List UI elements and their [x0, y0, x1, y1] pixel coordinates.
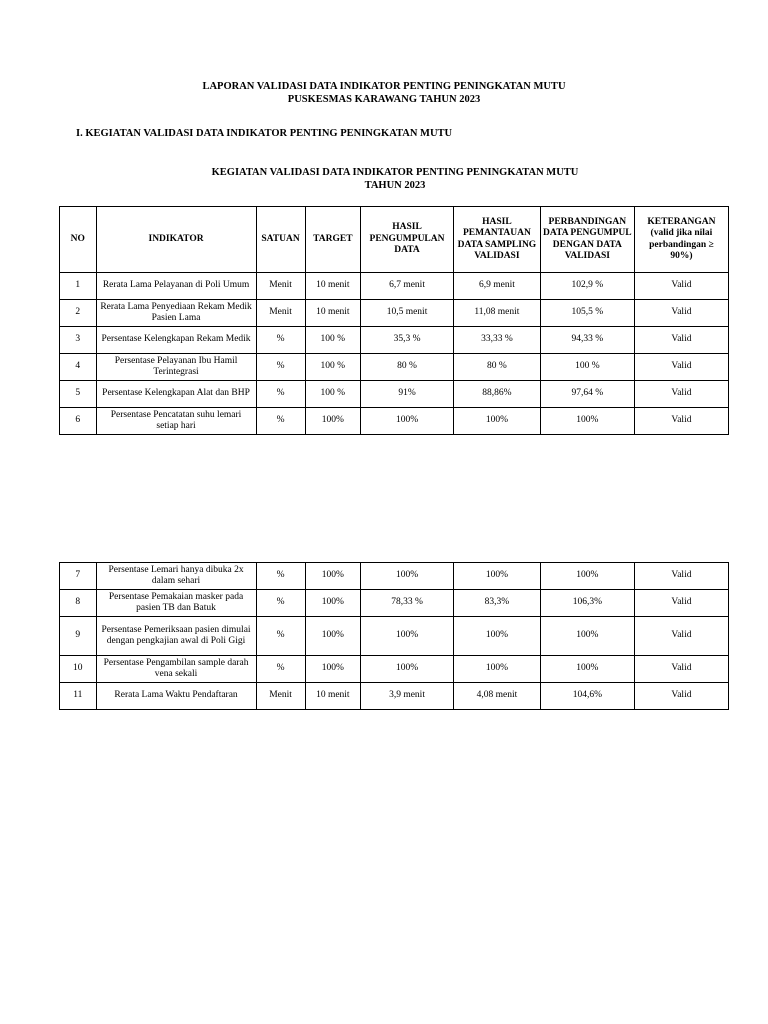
cell-no: 6 [60, 408, 97, 435]
cell-indikator: Rerata Lama Penyediaan Rekam Medik Pasien Lama [96, 300, 256, 327]
cell-keterangan: Valid [634, 408, 728, 435]
header-keterangan-note: (valid jika nilai perbandingan ≥ 90%) [649, 228, 714, 261]
cell-hasil-pemantauan: 100% [454, 617, 541, 656]
cell-perbandingan: 100% [540, 563, 634, 590]
cell-target: 100 % [305, 381, 360, 408]
table-row [60, 381, 729, 408]
cell-indikator: Persentase Pengambilan sample darah vena sekali [96, 656, 256, 683]
cell-no: 10 [60, 656, 97, 683]
cell-indikator: Persentase Kelengkapan Alat dan BHP [96, 381, 256, 408]
cell-hasil-pemantauan: 88,86% [454, 381, 541, 408]
table-row [60, 683, 729, 710]
cell-perbandingan: 102,9 % [540, 273, 634, 300]
cell-hasil-pengumpulan: 35,3 % [361, 327, 454, 354]
cell-indikator: Rerata Lama Waktu Pendaftaran [96, 683, 256, 710]
cell-satuan: Menit [256, 273, 305, 300]
cell-hasil-pengumpulan: 6,7 menit [361, 273, 454, 300]
cell-no: 4 [60, 354, 97, 381]
cell-perbandingan: 97,64 % [540, 381, 634, 408]
cell-perbandingan: 94,33 % [540, 327, 634, 354]
cell-hasil-pemantauan: 100% [454, 563, 541, 590]
cell-satuan: Menit [256, 300, 305, 327]
cell-target: 100 % [305, 354, 360, 381]
header-perbandingan: PERBANDINGAN DATA PENGUMPUL DENGAN DATA VALIDASI [540, 207, 634, 273]
validation-table-part2 [59, 562, 729, 710]
table-row [60, 617, 729, 656]
cell-target: 100% [305, 563, 360, 590]
cell-no: 7 [60, 563, 97, 590]
table-header-row [60, 207, 729, 273]
cell-keterangan: Valid [634, 354, 728, 381]
cell-perbandingan: 100 % [540, 354, 634, 381]
header-target: TARGET [305, 207, 360, 273]
cell-hasil-pemantauan: 33,33 % [454, 327, 541, 354]
header-keterangan-label: KETERANGAN [647, 216, 716, 227]
cell-target: 10 menit [305, 273, 360, 300]
cell-target: 10 menit [305, 300, 360, 327]
cell-no: 8 [60, 590, 97, 617]
section-heading: I. KEGIATAN VALIDASI DATA INDIKATOR PENTING PENINGKATAN MUTU [76, 128, 453, 139]
table-row [60, 273, 729, 300]
cell-hasil-pengumpulan: 100% [361, 563, 454, 590]
cell-keterangan: Valid [634, 300, 728, 327]
cell-hasil-pemantauan: 100% [454, 656, 541, 683]
cell-satuan: Menit [256, 683, 305, 710]
header-satuan: SATUAN [256, 207, 305, 273]
cell-hasil-pengumpulan: 100% [361, 408, 454, 435]
cell-no: 11 [60, 683, 97, 710]
cell-hasil-pemantauan: 83,3% [454, 590, 541, 617]
report-title-line1: LAPORAN VALIDASI DATA INDIKATOR PENTING PENINGKATAN MUTU [202, 81, 566, 92]
cell-keterangan: Valid [634, 273, 728, 300]
cell-perbandingan: 105,5 % [540, 300, 634, 327]
cell-keterangan: Valid [634, 590, 728, 617]
cell-keterangan: Valid [634, 656, 728, 683]
cell-indikator: Persentase Pemeriksaan pasien dimulai dengan pengkajian awal di Poli Gigi [96, 617, 256, 656]
table-row [60, 656, 729, 683]
header-hasil-pemantauan: HASIL PEMANTAUAN DATA SAMPLING VALIDASI [454, 207, 541, 273]
cell-hasil-pengumpulan: 100% [361, 617, 454, 656]
cell-indikator: Persentase Pelayanan Ibu Hamil Terintegrasi [96, 354, 256, 381]
cell-hasil-pengumpulan: 3,9 menit [361, 683, 454, 710]
cell-no: 9 [60, 617, 97, 656]
cell-perbandingan: 104,6% [540, 683, 634, 710]
cell-target: 100% [305, 656, 360, 683]
header-indikator: INDIKATOR [96, 207, 256, 273]
table-row [60, 354, 729, 381]
cell-keterangan: Valid [634, 617, 728, 656]
cell-keterangan: Valid [634, 381, 728, 408]
table-row [60, 300, 729, 327]
cell-no: 2 [60, 300, 97, 327]
cell-hasil-pengumpulan: 78,33 % [361, 590, 454, 617]
cell-keterangan: Valid [634, 683, 728, 710]
cell-satuan: % [256, 327, 305, 354]
cell-indikator: Persentase Lemari hanya dibuka 2x dalam sehari [96, 563, 256, 590]
cell-satuan: % [256, 590, 305, 617]
header-no: NO [60, 207, 97, 273]
header-hasil-pengumpulan: HASIL PENGUMPULAN DATA [361, 207, 454, 273]
cell-satuan: % [256, 656, 305, 683]
table-row [60, 563, 729, 590]
cell-target: 10 menit [305, 683, 360, 710]
cell-no: 5 [60, 381, 97, 408]
cell-indikator: Persentase Pemakaian masker pada pasien TB dan Batuk [96, 590, 256, 617]
cell-satuan: % [256, 408, 305, 435]
cell-perbandingan: 100% [540, 408, 634, 435]
cell-no: 1 [60, 273, 97, 300]
cell-target: 100% [305, 408, 360, 435]
validation-table-part1 [59, 206, 729, 435]
report-title-line2: PUSKESMAS KARAWANG TAHUN 2023 [287, 94, 481, 105]
cell-target: 100% [305, 590, 360, 617]
cell-perbandingan: 106,3% [540, 590, 634, 617]
cell-indikator: Persentase Kelengkapan Rekam Medik [96, 327, 256, 354]
cell-keterangan: Valid [634, 563, 728, 590]
table-caption-line2: TAHUN 2023 [364, 180, 426, 191]
cell-hasil-pengumpulan: 100% [361, 656, 454, 683]
cell-hasil-pengumpulan: 91% [361, 381, 454, 408]
cell-no: 3 [60, 327, 97, 354]
table-row [60, 408, 729, 435]
table-row [60, 590, 729, 617]
cell-perbandingan: 100% [540, 617, 634, 656]
cell-target: 100% [305, 617, 360, 656]
table-row [60, 327, 729, 354]
cell-hasil-pengumpulan: 80 % [361, 354, 454, 381]
cell-hasil-pemantauan: 11,08 menit [454, 300, 541, 327]
report-title [0, 80, 768, 106]
cell-satuan: % [256, 354, 305, 381]
cell-satuan: % [256, 617, 305, 656]
cell-hasil-pemantauan: 80 % [454, 354, 541, 381]
cell-hasil-pemantauan: 6,9 menit [454, 273, 541, 300]
table-caption-line1: KEGIATAN VALIDASI DATA INDIKATOR PENTING PENINGKATAN MUTU [211, 167, 579, 178]
cell-hasil-pemantauan: 100% [454, 408, 541, 435]
cell-perbandingan: 100% [540, 656, 634, 683]
cell-satuan: % [256, 381, 305, 408]
table-caption [0, 166, 768, 192]
header-keterangan [634, 207, 728, 273]
cell-satuan: % [256, 563, 305, 590]
cell-indikator: Persentase Pencatatan suhu lemari setiap hari [96, 408, 256, 435]
cell-hasil-pemantauan: 4,08 menit [454, 683, 541, 710]
cell-hasil-pengumpulan: 10,5 menit [361, 300, 454, 327]
cell-keterangan: Valid [634, 327, 728, 354]
cell-target: 100 % [305, 327, 360, 354]
cell-indikator: Rerata Lama Pelayanan di Poli Umum [96, 273, 256, 300]
